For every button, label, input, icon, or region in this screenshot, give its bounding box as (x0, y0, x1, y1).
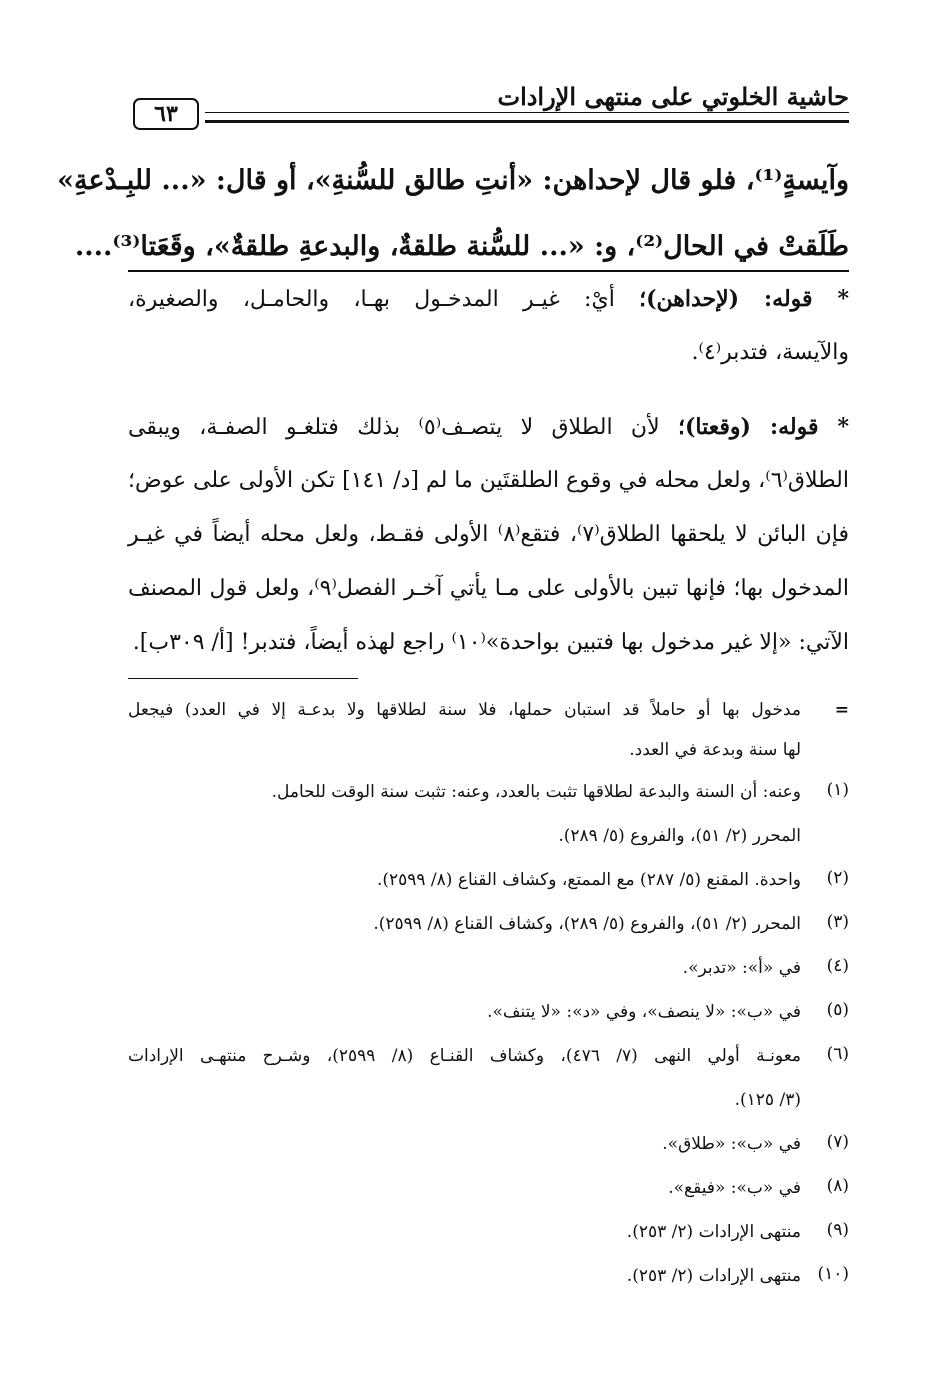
footnote-number: (٤) (826, 956, 849, 976)
footnote-line: المحرر (٢/ ٥١)، والفروع (٥/ ٢٨٩)، وكشاف القناع (٨/ ٢٥٩٩). (373, 914, 801, 934)
footnote-continuation (128, 690, 849, 770)
footnote-line: لها سنة وبدعة في العدد. (629, 740, 801, 760)
continuation-mark: = (834, 700, 849, 720)
commentary-line (128, 400, 849, 454)
footnote-line: مدخول بها أو حاملاً قد استبان حملها، فلا سنة لطلاقها ولا بدعـة إلا في العدد) فيجعل (128, 700, 801, 720)
commentary-line: المدخول بها؛ فإنها تبين بالأولى على مـا يأتي آخـر الفصل⁽٩⁾، ولعل قول المصنف (128, 576, 849, 601)
footnote-number: (١٠) (817, 1264, 849, 1284)
footnote-line: منتهى الإرادات (٢/ ٢٥٣). (626, 1222, 801, 1242)
footnote-line: واحدة. المقنع (٥/ ٢٨٧) مع الممتع، وكشاف القناع (٨/ ٢٥٩٩). (376, 870, 801, 890)
footnote-line: وعنه: أن السنة والبدعة لطلاقها تثبت بالعدد، وعنه: تثبت سنة الوقت للحامل. (271, 782, 801, 802)
running-title: حاشية الخلوتي على منتهى الإرادات (497, 82, 849, 111)
footnotes (128, 690, 849, 1298)
main-text-line: وآيسةٍ⁽¹⁾، فلو قال لإحداهن: «أنتِ طالق للسُّنةِ»، أو قال: «... للبِـدْعةِ» (57, 165, 849, 196)
footnote-number: (٣) (826, 912, 849, 932)
footnote-line: (٣/ ١٢٥). (734, 1090, 801, 1110)
commentary-lead: * قوله: (لإحداهن)؛ (639, 286, 850, 312)
header-rule (205, 112, 849, 123)
commentary-text: لأن الطلاق لا يتصـف⁽٥⁾ بذلك فتلغـو الصفـة، ويبقى (128, 415, 660, 440)
commentary-lead: * قوله: (وقعتا)؛ (678, 414, 850, 440)
footnote-number: (٥) (826, 1000, 849, 1020)
footnote-line: المحرر (٢/ ٥١)، والفروع (٥/ ٢٨٩). (558, 826, 801, 846)
footnote (128, 902, 849, 946)
commentary-line: الطلاق⁽٦⁾، ولعل محله في وقوع الطلقتَين ما لم [د/ ١٤١] تكن الأولى على عوض؛ (127, 468, 849, 493)
page-number: ٦٣ (133, 98, 199, 130)
footnote (128, 990, 849, 1034)
footnote-line: منتهى الإرادات (٢/ ٢٥٣). (626, 1266, 801, 1286)
footnote-line: في «ب»: «فيقع». (668, 1178, 801, 1198)
footnote-line: في «ب»: «طلاق». (662, 1134, 801, 1154)
footnote-line: معونـة أولي النهى (٧/ ٤٧٦)، وكشاف القنـاع (٨/ ٢٥٩٩)، وشـرح منتهـى الإرادات (128, 1046, 802, 1066)
commentary-line: فإن البائن لا يلحقها الطلاق⁽٧⁾، فتقع⁽٨⁾ الأولى فقـط، ولعل محله أيضاً في غيـر (128, 522, 850, 547)
footnote (128, 858, 849, 902)
commentary-line: الآتي: «إلا غير مدخول بها فتبين بواحدة»⁽١٠⁾ راجع لهذه أيضاً، فتدبر! [أ/ ٣٠٩ب]. (132, 630, 849, 655)
footnote (128, 1254, 849, 1298)
footnote-line: في «ب»: «لا ينصف»، وفي «د»: «لا يتنف». (487, 1002, 801, 1022)
footnote (128, 1210, 849, 1254)
footnote-number: (٦) (826, 1044, 849, 1064)
footnote (128, 946, 849, 990)
footnote-number: (٩) (826, 1220, 849, 1240)
footnote (128, 1122, 849, 1166)
commentary-line: والآيسة، فتدبر⁽٤⁾. (691, 340, 849, 365)
footnote (128, 1034, 849, 1122)
main-text-line: طَلَقتْ في الحال⁽²⁾، و: «... للسُّنة طلقةٌ، والبدعةِ طلقةٌ»، وقَعَتا⁽³⁾.... (74, 231, 849, 262)
commentary-line (128, 272, 849, 326)
main-text (57, 148, 849, 280)
footnote-number: (٧) (826, 1132, 849, 1152)
footnote-number: (٨) (826, 1176, 849, 1196)
footnote (128, 770, 849, 858)
commentary-text: أيْ: غيـر المدخـول بهـا، والحامـل، والصغيرة، (128, 287, 615, 312)
footnote-divider (128, 678, 358, 679)
footnote-number: (١) (826, 780, 849, 800)
commentary (128, 272, 849, 670)
footnote-number: (٢) (826, 868, 849, 888)
footnote (128, 1166, 849, 1210)
footnote-line: في «أ»: «تدبر». (682, 958, 801, 978)
